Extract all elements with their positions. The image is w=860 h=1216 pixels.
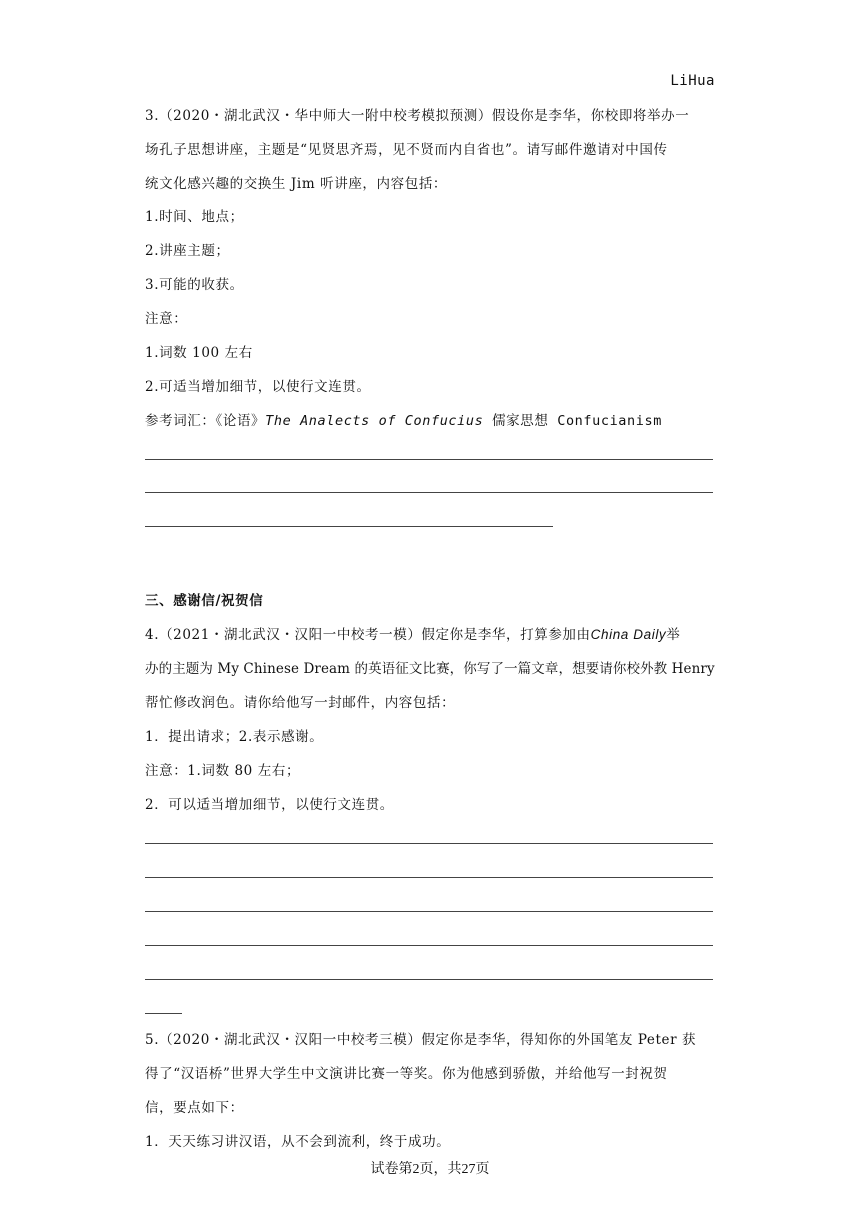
q4-line-5: 注意：1.词数 80 左右；: [145, 763, 301, 779]
q3-vocab: [145, 411, 662, 431]
q3-note-label: 注意：: [145, 311, 188, 327]
answer-line: [145, 1013, 182, 1014]
q3-vocab-italic: The Analects of Confucius: [265, 413, 484, 429]
q3-item-1: 1.时间、地点；: [145, 209, 244, 225]
q4-line-1-suffix: 举: [666, 627, 681, 643]
q4-line-1: [145, 625, 680, 645]
q4-line-4: 1．提出请求；2.表示感谢。: [145, 729, 324, 745]
q4-line-1-prefix: 4.（2021・湖北武汉・汉阳一中校考一模）假定你是李华，打算参加由: [145, 627, 591, 643]
header-name: LiHua: [670, 73, 715, 89]
q4-line-1-italic: China Daily: [590, 627, 667, 642]
answer-line: [145, 979, 713, 980]
answer-line: [145, 877, 713, 878]
answer-line: [145, 911, 713, 912]
q3-line-3: 统文化感兴趣的交换生 Jim 听讲座，内容包括：: [145, 176, 448, 192]
q5-line-4: 1．天天练习讲汉语，从不会到流利，终于成功。: [145, 1134, 451, 1150]
q3-vocab-prefix: 参考词汇：《论语》: [145, 413, 266, 429]
answer-line: [145, 945, 713, 946]
q5-line-3: 信，要点如下：: [145, 1100, 244, 1116]
q4-line-3: 帮忙修改润色。请你给他写一封邮件，内容包括：: [145, 695, 456, 711]
q3-item-3: 3.可能的收获。: [145, 277, 244, 293]
q3-note-2: 2.可适当增加细节，以使行文连贯。: [145, 379, 371, 395]
q3-vocab-suffix: 儒家思想 Confucianism: [483, 413, 662, 429]
q4-line-6: 2．可以适当增加细节，以使行文连贯。: [145, 797, 394, 813]
q3-line-1: 3.（2020・湖北武汉・华中师大一附中校考模拟预测）假设你是李华，你校即将举办一: [145, 108, 690, 124]
page-footer: 试卷第2页，共27页: [370, 1162, 490, 1177]
answer-line: [145, 459, 713, 460]
answer-line: [145, 526, 553, 527]
answer-line: [145, 843, 713, 844]
q4-line-2: 办的主题为 My Chinese Dream 的英语征文比赛，你写了一篇文章，想要请你校外教 Henry: [145, 661, 715, 677]
q3-note-1: 1.词数 100 左右: [145, 345, 253, 361]
q3-item-2: 2.讲座主题；: [145, 243, 230, 259]
section-title: 三、感谢信/祝贺信: [145, 593, 264, 609]
q3-line-2: 场孔子思想讲座，主题是“见贤思齐焉，见不贤而内自省也”。请写邮件邀请对中国传: [145, 142, 668, 158]
answer-line: [145, 492, 713, 493]
q5-line-2: 得了“汉语桥”世界大学生中文演讲比赛一等奖。你为他感到骄傲，并给他写一封祝贺: [145, 1066, 668, 1082]
q5-line-1: 5.（2020・湖北武汉・汉阳一中校考三模）假定你是李华，得知你的外国笔友 Peter 获: [145, 1032, 697, 1048]
